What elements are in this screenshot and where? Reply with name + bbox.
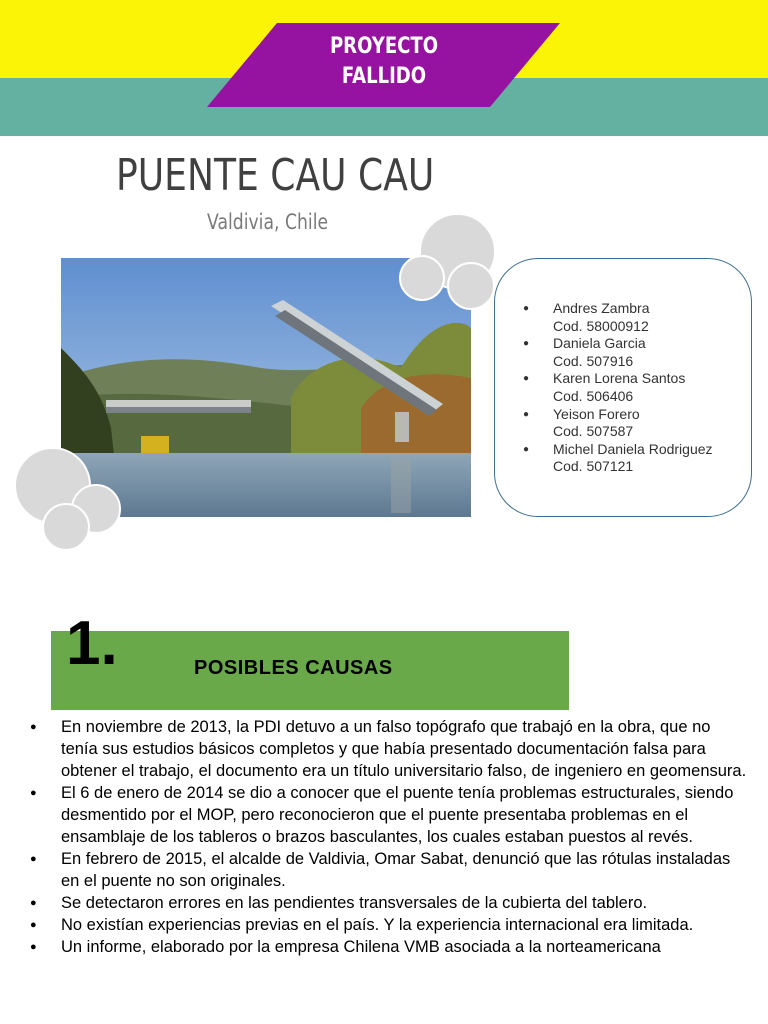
causes-list	[30, 716, 750, 958]
cause-item: ● No existían experiencias previas en el país. Y la experiencia internacional era limitada.	[30, 914, 750, 936]
page-subtitle: Valdivia, Chile	[207, 210, 329, 234]
member-name: ● Michel Daniela Rodriguez	[553, 440, 713, 457]
member-item	[523, 441, 713, 476]
banner-label	[315, 32, 453, 92]
member-code: Cod. 507587	[553, 423, 634, 440]
member-name: ● Karen Lorena Santos	[553, 370, 686, 387]
cause-item: ● Un informe, elaborado por la empresa Chilena VMB asociada a la norteamericana	[30, 936, 750, 958]
member-item	[523, 335, 713, 370]
cause-item: ● Se detectaron errores en las pendientes transversales de la cubierta del tablero.	[30, 892, 750, 914]
member-code: Cod. 506406	[553, 387, 634, 404]
banner-line-2: FALLIDO	[341, 64, 427, 89]
decorative-circle	[399, 255, 445, 301]
member-item	[523, 406, 713, 441]
member-code: Cod. 507121	[553, 458, 634, 475]
member-item	[523, 300, 713, 335]
cause-item: ● En noviembre de 2013, la PDI detuvo a un falso topógrafo que trabajó en la obra, que no tenía sus estudios básicos completos y que había presentado documentación falsa para obtener el trabajo, el documento era un título universitario falso, de ingeniero en geomensura.	[30, 716, 750, 782]
section-number: 1.	[66, 609, 118, 678]
members-list	[523, 300, 713, 476]
page-title: PUENTE CAU CAU	[116, 150, 435, 201]
banner-line-1: PROYECTO	[329, 34, 439, 59]
section-title: POSIBLES CAUSAS	[194, 657, 393, 679]
member-name: ● Yeison Forero	[553, 405, 640, 422]
decorative-circle	[447, 262, 495, 310]
member-name: ● Andres Zambra	[553, 300, 650, 316]
decorative-circle	[42, 503, 90, 551]
member-name: ● Daniela Garcia	[553, 335, 646, 352]
members-box	[494, 258, 752, 517]
cause-item: ● El 6 de enero de 2014 se dio a conocer que el puente tenía problemas estructurales, siendo desmentido por el MOP, pero reconocieron que el puente presentaba problemas en el ensamblaje de los tableros o brazos basculantes, los cuales estaban puestos al revés.	[30, 782, 750, 848]
member-code: Cod. 58000912	[553, 317, 649, 334]
member-code: Cod. 507916	[553, 352, 634, 369]
member-item	[523, 370, 713, 405]
cause-item: ● En febrero de 2015, el alcalde de Valdivia, Omar Sabat, denunció que las rótulas instaladas en el puente no son originales.	[30, 848, 750, 892]
